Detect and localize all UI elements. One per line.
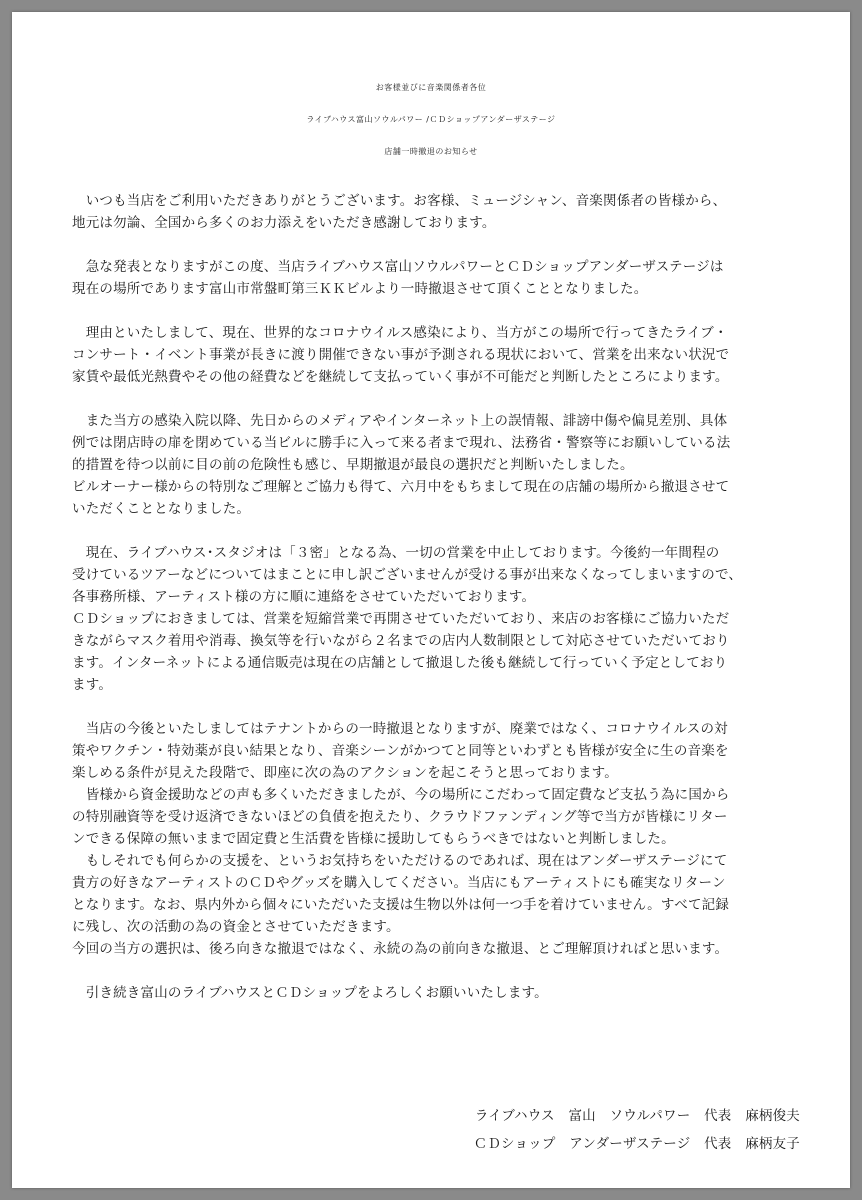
text-line: 地元は勿論、全国から多くのお力添えをいただき感謝しております。 (72, 215, 496, 231)
text-line: 策やワクチン・特効薬が良い結果となり、音楽シーンがかつてと同等といわずとも皆様が安全に生の音楽を (72, 743, 729, 759)
paragraph-circumstances (72, 410, 802, 520)
text-line: 楽しめる条件が見えた段階で、即座に次の為のアクションを起こそうと思っております。 (72, 765, 618, 781)
text-line: 各事務所様、アーティスト様の方に順に連絡をさせていただいております。 (72, 589, 536, 605)
text-line: 急な発表となりますがこの度、当店ライブハウス富山ソウルパワーとＣＤショップアンダーザステージは (72, 259, 724, 275)
text-line: の特別融資等を受け返済できないほどの負債を抱えたり、クラウドファンディング等で当方が皆様にリター (72, 809, 728, 825)
text-line: に残し、次の活動の為の資金とさせていただきます。 (72, 919, 400, 935)
title-line-2: ライブハウス富山ソウルパワー /ＣＤショップアンダーザステージ (306, 115, 556, 124)
signature-line-1: ライブハウス 富山 ソウルパワー 代表 麻柄俊夫 (474, 1108, 800, 1124)
paragraph-future (72, 718, 802, 960)
text-line: 受けているツアーなどについてはまことに申し訳ございませんが受ける事が出来なくなってしまいますので、 (72, 567, 743, 583)
text-line: いただくこととなりました。 (72, 501, 251, 517)
signature-line-2: ＣＤショップ アンダーザステージ 代表 麻柄友子 (473, 1136, 800, 1152)
title-line-1: お客様並びに音楽関係者各位 (375, 83, 487, 92)
text-line: 今回の当方の選択は、後ろ向きな撤退ではなく、永続の為の前向きな撤退、とご理解頂ければと思います。 (72, 941, 729, 957)
signature-block (12, 1102, 800, 1158)
text-line: ビルオーナー様からの特別なご理解とご協力も得て、六月中をもちまして現在の店舗の場所から撤退させて (72, 479, 730, 495)
text-line: もしそれでも何らかの支援を、というお気持ちをいただけるのであれば、現在はアンダーザステージにて (72, 853, 728, 869)
text-line: 現在、ライブハウス･スタジオは「３密」となる為、一切の営業を中止しております。今後約一年間程の (72, 545, 720, 561)
text-line: ます。インターネットによる通信販売は現在の店舗として撤退した後も継続して行っていく予定としており (72, 655, 728, 671)
text-line: 現在の場所であります富山市常盤町第三ＫＫビルより一時撤退させて頂くこととなりました。 (72, 281, 648, 297)
text-line: ます。 (72, 677, 113, 693)
text-line: 当店の今後といたしましてはテナントからの一時撤退となりますが、廃業ではなく、コロナウイルスの対 (72, 721, 728, 737)
text-line: 皆様から資金援助などの声も多くいただきましたが、今の場所にこだわって固定費など支払う為に国から (72, 787, 730, 803)
text-line: コンサート・イベント事業が長きに渡り開催できない事が予測される現状において、営業を出来ない状況で (72, 347, 730, 363)
paragraph-reason (72, 322, 802, 388)
paragraph-announcement (72, 256, 802, 300)
document-title (12, 72, 850, 168)
paragraph-greeting (72, 190, 802, 234)
text-line: ンできる保障の無いままで固定費と生活費を皆様に援助してもらうべきではないと判断しました。 (72, 831, 675, 847)
text-line: 引き続き富山のライブハウスとＣＤショップをよろしくお願いいたします。 (72, 985, 548, 1001)
document-body (72, 190, 802, 1004)
text-line: いつも当店をご利用いただきありがとうございます。お客様、ミュージシャン、音楽関係者の皆様から、 (72, 193, 727, 209)
title-line-3: 店舗一時撤退のお知らせ (384, 147, 478, 156)
paragraph-closing (72, 982, 802, 1004)
text-line: 理由といたしまして、現在、世界的なコロナウイルス感染により、当方がこの場所で行ってきたライブ・ (72, 325, 728, 341)
text-line: ＣＤショップにおきましては、営業を短縮営業で再開させていただいており、来店のお客様にご協力いただ (72, 611, 730, 627)
document-page (12, 12, 850, 1188)
paragraph-current-status (72, 542, 802, 696)
text-line: また当方の感染入院以降、先日からのメディアやインターネット上の誤情報、誹謗中傷や偏見差別、具体 (72, 413, 728, 429)
text-line: 貴方の好きなアーティストのＣＤやグッズを購入してください。当店にもアーティストにも確実なリターン (72, 875, 726, 891)
text-line: 例では閉店時の扉を閉めている当ビルに勝手に入って来る者まで現れ、法務省・警察等にお願いしている法 (72, 435, 731, 451)
text-line: となります。なお、県内外から個々にいただいた支援は生物以外は何一つ手を着けていません。すべて記録 (72, 897, 730, 913)
text-line: 的措置を待つ以前に目の前の危険性も感じ、早期撤退が最良の選択だと判断いたしました。 (72, 457, 634, 473)
text-line: きながらマスク着用や消毒、換気等を行いながら２名までの店内人数制限として対応させていただいており (72, 633, 730, 649)
text-line: 家賃や最低光熱費やその他の経費などを継続して支払っていく事が不可能だと判断したところによります。 (72, 369, 729, 385)
